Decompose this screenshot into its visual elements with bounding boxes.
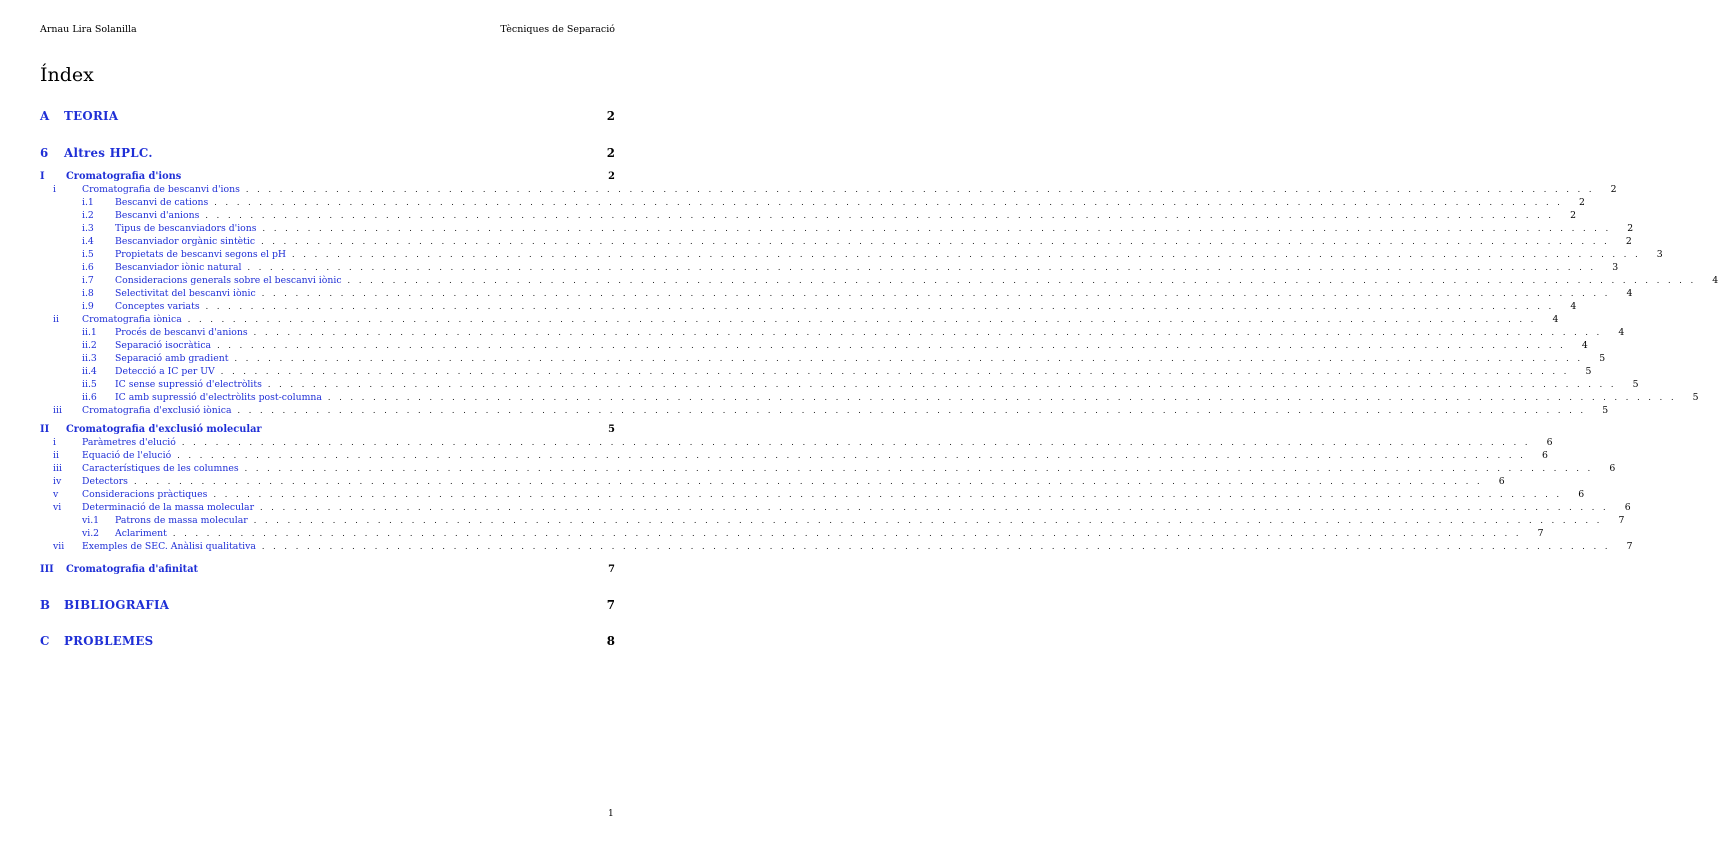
toc-entry[interactable] (40, 475, 1505, 488)
running-header-course: Tècniques de Separació (500, 24, 615, 35)
toc-entry[interactable] (40, 365, 1592, 378)
toc-dot-leader: . . . . . . . . . . . . . . . . . . . . . . . . . . . . . . . . . . . . . . . . . . . . . . . . . . . . . . . . . . . . . . . . . . . . . . . . . . . . . . . . . . . . . . . . . . . . . . . . . . . . . . . . . . . . . . . . . . . . . . . . (217, 341, 1566, 350)
toc-dot-leader: . . . . . . . . . . . . . . . . . . . . . . . . . . . . . . . . . . . . . . . . . . . . . . . . . . . . . . . . . . . . . . . . . . . . . . . . . . . . . . . . . . . . . . . . . . . . . . . . . . . . . . . . . . . . . . . . . . . . . . . . (177, 451, 1526, 460)
toc-entry-number[interactable]: iii (53, 405, 62, 416)
toc-entry-page[interactable]: 5 (608, 424, 615, 435)
toc-entry-page[interactable]: 2 (1625, 236, 1632, 247)
toc-entry-title[interactable]: Cromatografia de bescanvi d'ions (82, 184, 240, 195)
toc-entry-title[interactable]: Propietats de bescanvi segons el pH (115, 249, 287, 260)
toc-entry[interactable] (40, 170, 615, 183)
toc-entry[interactable] (40, 633, 615, 649)
toc-entry[interactable] (40, 540, 1633, 553)
toc-entry-title[interactable]: Exemples de SEC. Anàlisi qualitativa (82, 541, 256, 552)
toc-entry[interactable] (40, 488, 1585, 501)
toc-entry-number[interactable]: i.9 (82, 301, 94, 312)
toc-entry-number[interactable]: B (40, 598, 50, 612)
toc-entry-page[interactable]: 5 (1602, 405, 1609, 416)
toc-entry-title[interactable]: PROBLEMES (64, 634, 154, 648)
toc-dot-leader: . . . . . . . . . . . . . . . . . . . . . . . . . . . . . . . . . . . . . . . . . . . . . . . . . . . . . . . . . . . . . . . . . . . . . . . . . . . . . . . . . . . . . . . . . . . . . . . . . . . . . . . . . . . . . . . . . . . . . . . . (261, 289, 1611, 298)
toc-entry-page[interactable]: 6 (1609, 463, 1616, 474)
toc-entry-title[interactable]: IC amb supressió d'electròlits post-columna (115, 392, 322, 403)
toc-dot-leader: . . . . . . . . . . . . . . . . . . . . . . . . . . . . . . . . . . . . . . . . . . . . . . . . . . . . . . . . . . . . . . . . . . . . . . . . . . . . . . . . . . . . . . . . . . . . . . . . . . . . . . . . . . . . . . . . . . . . . . . . (234, 354, 1584, 363)
toc-entry-page[interactable]: 5 (1585, 366, 1592, 377)
toc-entry[interactable] (40, 287, 1633, 300)
toc-entry[interactable] (40, 222, 1634, 235)
toc-dot-leader: . . . . . . . . . . . . . . . . . . . . . . . . . . . . . . . . . . . . . . . . . . . . . . . . . . . . . . . . . . . . . . . . . . . . . . . . . . . . . . . . . . . . . . . . . . . . . . . . . . . . . . . . . . . . . . . . . . . . . . . . (260, 503, 1609, 512)
toc-entry-number[interactable]: i (53, 437, 56, 448)
toc-entry-title[interactable]: Selectivitat del bescanvi iònic (115, 288, 256, 299)
toc-entry[interactable] (40, 423, 615, 436)
toc-entry-page[interactable]: 6 (1546, 437, 1553, 448)
toc-entry-title[interactable]: Separació isocràtica (115, 340, 212, 351)
toc-dot-leader: . . . . . . . . . . . . . . . . . . . . . . . . . . . . . . . . . . . . . . . . . . . . . . . . . . . . . . . . . . . . . . . . . . . . . . . . . . . . . . . . . . . . . . . . . . . . . . . . . . . . . . . . . . . . . . . . . . . . . . . . (253, 516, 1603, 525)
toc-dot-leader: . . . . . . . . . . . . . . . . . . . . . . . . . . . . . . . . . . . . . . . . . . . . . . . . . . . . . . . . . . . . . . . . . . . . . . . . . . . . . . . . . . . . . . . . . . . . . . . . . . . . . . . . . . . . . . . . . . . . . . . . (220, 367, 1570, 376)
toc-entry-number[interactable]: i (53, 184, 56, 195)
toc-entry[interactable] (40, 145, 615, 161)
toc-entry[interactable] (40, 339, 1588, 352)
toc-entry-title[interactable]: Cromatografia d'afinitat (66, 564, 199, 575)
toc-entry[interactable] (40, 261, 1619, 274)
toc-entry[interactable] (40, 248, 1663, 261)
toc-entry-number[interactable]: C (40, 634, 50, 648)
toc-entry-number[interactable]: ii (53, 314, 59, 325)
toc-entry-page[interactable]: 7 (1537, 528, 1544, 539)
toc-entry-title[interactable]: Separació amb gradient (115, 353, 229, 364)
toc-entry-title[interactable]: Bescanviador iònic natural (115, 262, 242, 273)
toc-entry-number[interactable]: i.8 (82, 288, 94, 299)
toc-entry-page[interactable]: 2 (1627, 223, 1634, 234)
toc-entry-title[interactable]: Cromatografia d'exclusió molecular (66, 424, 262, 435)
toc-entry-number[interactable]: iv (53, 476, 62, 487)
toc-entry-title[interactable]: Procés de bescanvi d'anions (115, 327, 248, 338)
toc-entry-page[interactable]: 5 (1599, 353, 1606, 364)
toc-entry-number[interactable]: ii.4 (82, 366, 97, 377)
toc-entry-number[interactable]: i.4 (82, 236, 94, 247)
toc-entry[interactable] (40, 300, 1577, 313)
toc-entry-title[interactable]: Bescanvi de cations (115, 197, 209, 208)
toc-entry-page[interactable]: 2 (1570, 210, 1577, 221)
page-title: Índex (40, 64, 94, 86)
toc-entry-title[interactable]: TEORIA (64, 109, 119, 123)
toc-entry[interactable] (40, 183, 1617, 196)
toc-entry-page[interactable]: 6 (1541, 450, 1548, 461)
toc-entry-page[interactable]: 2 (606, 109, 615, 123)
toc-entry[interactable] (40, 378, 1639, 391)
toc-entry-title[interactable]: Equació de l'elució (82, 450, 172, 461)
toc-entry-number[interactable]: ii (53, 450, 59, 461)
toc-entry-title[interactable]: Tipus de bescanviadors d'ions (115, 223, 257, 234)
toc-entry[interactable] (40, 436, 1553, 449)
toc-entry-page[interactable]: 4 (1712, 275, 1718, 286)
toc-entry-title[interactable]: Altres HPLC. (64, 146, 153, 160)
toc-dot-leader: . . . . . . . . . . . . . . . . . . . . . . . . . . . . . . . . . . . . . . . . . . . . . . . . . . . . . . . . . . . . . . . . . . . . . . . . . . . . . . . . . . . . . . . . . . . . . . . . . . . . . . . . . . . . . . . . . . . . . . . . (133, 477, 1483, 486)
toc-entry-page[interactable]: 2 (1610, 184, 1617, 195)
toc-entry-number[interactable]: i.7 (82, 275, 94, 286)
toc-dot-leader: . . . . . . . . . . . . . . . . . . . . . . . . . . . . . . . . . . . . . . . . . . . . . . . . . . . . . . . . . . . . . . . . . . . . . . . . . . . . . . . . . . . . . . . . . . . . . . . . . . . . . . . . . . . . . . . . . . . . . . . . (205, 302, 1555, 311)
toc-entry-page[interactable]: 3 (1656, 249, 1663, 260)
toc-entry-title[interactable]: Consideracions generals sobre el bescanvi iònic (115, 275, 342, 286)
toc-entry-page[interactable]: 5 (1632, 379, 1639, 390)
toc-entry-title[interactable]: Detectors (82, 476, 128, 487)
toc-entry-number[interactable]: i.1 (82, 197, 94, 208)
toc-entry-page[interactable]: 7 (608, 564, 615, 575)
running-header-author: Arnau Lira Solanilla (40, 24, 137, 35)
toc-entry-title[interactable]: Patrons de massa molecular (115, 515, 248, 526)
toc-dot-leader: . . . . . . . . . . . . . . . . . . . . . . . . . . . . . . . . . . . . . . . . . . . . . . . . . . . . . . . . . . . . . . . . . . . . . . . . . . . . . . . . . . . . . . . . . . . . . . . . . . . . . . . . . . . . . . . . . . . . . . . . (261, 237, 1610, 246)
toc-entry-number[interactable]: A (40, 109, 50, 123)
page-number: 1 (608, 809, 614, 819)
toc-entry-page[interactable]: 8 (606, 634, 615, 648)
toc-entry-number[interactable]: i.6 (82, 262, 94, 273)
toc-entry-page[interactable]: 6 (1498, 476, 1505, 487)
toc-entry-title[interactable]: IC sense supressió d'electròlits (115, 379, 262, 390)
toc-entry-title[interactable]: Bescanvi d'anions (115, 210, 200, 221)
toc-entry-title[interactable]: Cromatografia iònica (82, 314, 182, 325)
toc-entry-page[interactable]: 6 (1578, 489, 1585, 500)
toc-dot-leader: . . . . . . . . . . . . . . . . . . . . . . . . . . . . . . . . . . . . . . . . . . . . . . . . . . . . . . . . . . . . . . . . . . . . . . . . . . . . . . . . . . . . . . . . . . . . . . . . . . . . . . . . . . . . . . . . . . . . . . . . (261, 542, 1611, 551)
toc-entry-title[interactable]: BIBLIOGRAFIA (64, 598, 170, 612)
toc-dot-leader: . . . . . . . . . . . . . . . . . . . . . . . . . . . . . . . . . . . . . . . . . . . . . . . . . . . . . . . . . . . . . . . . . . . . . . . . . . . . . . . . . . . . . . . . . . . . . . . . . . . . . . . . . . . . . . . . . . . . . . . . (214, 198, 1563, 207)
toc-entry-page[interactable]: 7 (1618, 515, 1625, 526)
toc-entry[interactable] (40, 514, 1625, 527)
toc-entry[interactable] (40, 235, 1632, 248)
toc-entry-number[interactable]: I (40, 171, 45, 182)
toc-entry-number[interactable]: ii.2 (82, 340, 97, 351)
toc-dot-leader: . . . . . . . . . . . . . . . . . . . . . . . . . . . . . . . . . . . . . . . . . . . . . . . . . . . . . . . . . . . . . . . . . . . . . . . . . . . . . . . . . . . . . . . . . . . . . . . . . . . . . . . . . . . . . . . . . . . . . . . . (245, 185, 1595, 194)
toc-dot-leader: . . . . . . . . . . . . . . . . . . . . . . . . . . . . . . . . . . . . . . . . . . . . . . . . . . . . . . . . . . . . . . . . . . . . . . . . . . . . . . . . . . . . . . . . . . . . . . . . . . . . . . . . . . . . . . . . . . . . . . . . (237, 406, 1587, 415)
toc-dot-leader: . . . . . . . . . . . . . . . . . . . . . . . . . . . . . . . . . . . . . . . . . . . . . . . . . . . . . . . . . . . . . . . . . . . . . . . . . . . . . . . . . . . . . . . . . . . . . . . . . . . . . . . . . . . . . . . . . . . . . . . . (205, 211, 1555, 220)
toc-dot-leader: . . . . . . . . . . . . . . . . . . . . . . . . . . . . . . . . . . . . . . . . . . . . . . . . . . . . . . . . . . . . . . . . . . . . . . . . . . . . . . . . . . . . . . . . . . . . . . . . . . . . . . . . . . . . . . . . . . . . . . . . (213, 490, 1563, 499)
toc-entry-number[interactable]: ii.6 (82, 392, 97, 403)
toc-entry-page[interactable]: 2 (608, 171, 615, 182)
toc-entry[interactable] (40, 196, 1585, 209)
toc-entry-page[interactable]: 3 (1612, 262, 1619, 273)
toc-entry[interactable] (40, 391, 1699, 404)
toc-entry-number[interactable]: vi (53, 502, 62, 513)
toc-dot-leader: . . . . . . . . . . . . . . . . . . . . . . . . . . . . . . . . . . . . . . . . . . . . . . . . . . . . . . . . . . . . . . . . . . . . . . . . . . . . . . . . . . . . . . . . . . . . . . . . . . . . . . . . . . . . . . . . . . . . . . . . (172, 529, 1522, 538)
toc-entry-number[interactable]: 6 (40, 146, 49, 160)
toc-entry-number[interactable]: iii (53, 463, 62, 474)
toc-entry-number[interactable]: vi.2 (82, 528, 100, 539)
toc-entry[interactable] (40, 108, 615, 124)
toc-entry[interactable] (40, 501, 1631, 514)
toc-entry[interactable] (40, 449, 1548, 462)
toc-entry-title[interactable]: Cromatografia d'ions (66, 171, 182, 182)
toc-entry-number[interactable]: ii.3 (82, 353, 97, 364)
toc-entry-title[interactable]: Determinació de la massa molecular (82, 502, 255, 513)
toc-entry-number[interactable]: II (40, 424, 50, 435)
toc-entry[interactable] (40, 209, 1577, 222)
toc-entry[interactable] (40, 404, 1609, 417)
toc-entry-number[interactable]: i.2 (82, 210, 94, 221)
toc-entry-title[interactable]: Aclariment (115, 528, 167, 539)
toc-dot-leader: . . . . . . . . . . . . . . . . . . . . . . . . . . . . . . . . . . . . . . . . . . . . . . . . . . . . . . . . . . . . . . . . . . . . . . . . . . . . . . . . . . . . . . . . . . . . . . . . . . . . . . . . . . . . . . . . . . . . . . . . (253, 328, 1603, 337)
toc-entry-page[interactable]: 4 (1626, 288, 1633, 299)
toc-entry-number[interactable]: ii.5 (82, 379, 97, 390)
toc-entry-page[interactable]: 4 (1552, 314, 1559, 325)
toc-entry-title[interactable]: Paràmetres d'elució (82, 437, 176, 448)
toc-entry[interactable] (40, 274, 1718, 287)
toc-dot-leader: . . . . . . . . . . . . . . . . . . . . . . . . . . . . . . . . . . . . . . . . . . . . . . . . . . . . . . . . . . . . . . . . . . . . . . . . . . . . . . . . . . . . . . . . . . . . . . . . . . . . . . . . . . . . . . . . . . . . . . . . (347, 276, 1697, 285)
toc-entry-page[interactable]: 7 (606, 598, 615, 612)
toc-dot-leader: . . . . . . . . . . . . . . . . . . . . . . . . . . . . . . . . . . . . . . . . . . . . . . . . . . . . . . . . . . . . . . . . . . . . . . . . . . . . . . . . . . . . . . . . . . . . . . . . . . . . . . . . . . . . . . . . . . . . . . . . (244, 464, 1594, 473)
toc-dot-leader: . . . . . . . . . . . . . . . . . . . . . . . . . . . . . . . . . . . . . . . . . . . . . . . . . . . . . . . . . . . . . . . . . . . . . . . . . . . . . . . . . . . . . . . . . . . . . . . . . . . . . . . . . . . . . . . . . . . . . . . . (187, 315, 1537, 324)
toc-dot-leader: . . . . . . . . . . . . . . . . . . . . . . . . . . . . . . . . . . . . . . . . . . . . . . . . . . . . . . . . . . . . . . . . . . . . . . . . . . . . . . . . . . . . . . . . . . . . . . . . . . . . . . . . . . . . . . . . . . . . . . . . (292, 250, 1641, 259)
toc-entry-page[interactable]: 2 (1579, 197, 1585, 208)
toc-entry[interactable] (40, 462, 1616, 475)
toc-entry[interactable] (40, 326, 1625, 339)
toc-entry-page[interactable]: 4 (1581, 340, 1588, 351)
toc-entry[interactable] (40, 352, 1606, 365)
toc-entry-title[interactable]: Cromatografia d'exclusió iònica (82, 405, 232, 416)
toc-entry-title[interactable]: Detecció a IC per UV (115, 366, 215, 377)
toc-entry-page[interactable]: 6 (1624, 502, 1631, 513)
toc-entry-page[interactable]: 4 (1618, 327, 1625, 338)
toc-entry-number[interactable]: vii (53, 541, 65, 552)
toc-entry-number[interactable]: i.3 (82, 223, 94, 234)
toc-entry-page[interactable]: 5 (1692, 392, 1699, 403)
toc-entry-number[interactable]: v (53, 489, 59, 500)
toc-entry-title[interactable]: Bescanviador orgànic sintètic (115, 236, 256, 247)
toc-entry-title[interactable]: Consideracions pràctiques (82, 489, 208, 500)
toc-entry-page[interactable]: 7 (1626, 541, 1633, 552)
toc-dot-leader: . . . . . . . . . . . . . . . . . . . . . . . . . . . . . . . . . . . . . . . . . . . . . . . . . . . . . . . . . . . . . . . . . . . . . . . . . . . . . . . . . . . . . . . . . . . . . . . . . . . . . . . . . . . . . . . . . . . . . . . . (267, 380, 1617, 389)
toc-entry[interactable] (40, 527, 1544, 540)
toc-entry[interactable] (40, 597, 615, 613)
toc-dot-leader: . . . . . . . . . . . . . . . . . . . . . . . . . . . . . . . . . . . . . . . . . . . . . . . . . . . . . . . . . . . . . . . . . . . . . . . . . . . . . . . . . . . . . . . . . . . . . . . . . . . . . . . . . . . . . . . . . . . . . . . . (181, 438, 1531, 447)
toc-dot-leader: . . . . . . . . . . . . . . . . . . . . . . . . . . . . . . . . . . . . . . . . . . . . . . . . . . . . . . . . . . . . . . . . . . . . . . . . . . . . . . . . . . . . . . . . . . . . . . . . . . . . . . . . . . . . . . . . . . . . . . . . (262, 224, 1612, 233)
toc-entry[interactable] (40, 313, 1559, 326)
toc-entry-page[interactable]: 4 (1570, 301, 1577, 312)
toc-entry[interactable] (40, 563, 615, 576)
toc-entry-title[interactable]: Conceptes variats (115, 301, 200, 312)
toc-entry-number[interactable]: ii.1 (82, 327, 97, 338)
toc-entry-number[interactable]: vi.1 (82, 515, 100, 526)
toc-entry-title[interactable]: Característiques de les columnes (82, 463, 239, 474)
toc-dot-leader: . . . . . . . . . . . . . . . . . . . . . . . . . . . . . . . . . . . . . . . . . . . . . . . . . . . . . . . . . . . . . . . . . . . . . . . . . . . . . . . . . . . . . . . . . . . . . . . . . . . . . . . . . . . . . . . . . . . . . . . . (327, 393, 1677, 402)
toc-entry-number[interactable]: i.5 (82, 249, 94, 260)
toc-dot-leader: . . . . . . . . . . . . . . . . . . . . . . . . . . . . . . . . . . . . . . . . . . . . . . . . . . . . . . . . . . . . . . . . . . . . . . . . . . . . . . . . . . . . . . . . . . . . . . . . . . . . . . . . . . . . . . . . . . . . . . . . (247, 263, 1597, 272)
toc-entry-page[interactable]: 2 (606, 146, 615, 160)
toc-entry-number[interactable]: III (40, 564, 54, 575)
